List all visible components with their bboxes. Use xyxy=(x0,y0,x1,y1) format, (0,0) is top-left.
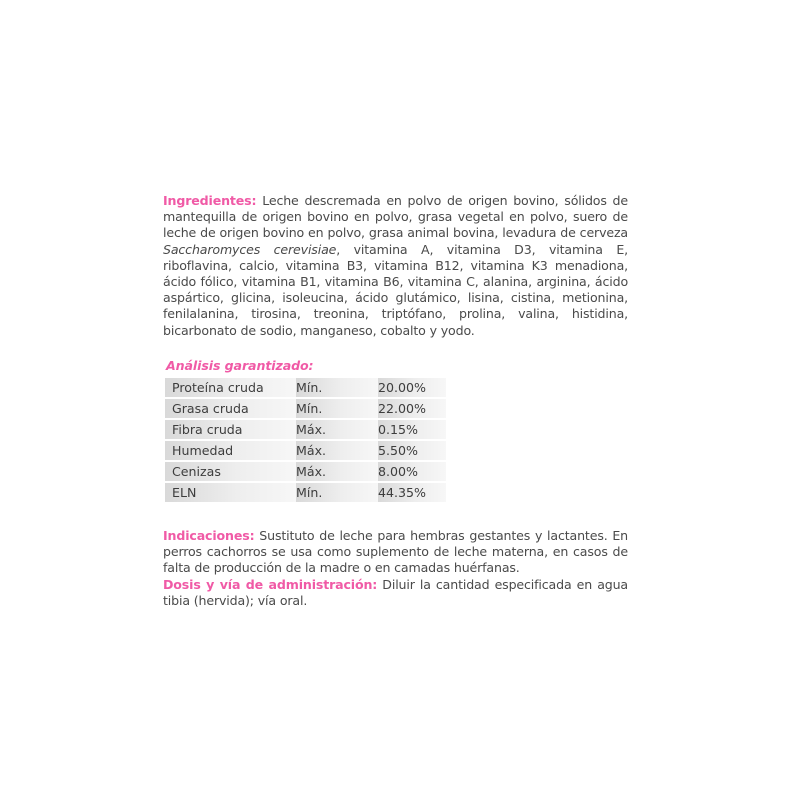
ingredients-paragraph xyxy=(163,193,628,339)
nutrient-name: Fibra cruda xyxy=(165,420,296,439)
table-row xyxy=(165,378,446,397)
nutrient-name: Cenizas xyxy=(165,462,296,481)
nutrient-qualifier: Mín. xyxy=(296,378,378,397)
analysis-title: Análisis garantizado: xyxy=(166,358,314,373)
table-row xyxy=(165,441,446,460)
nutrient-value: 5.50% xyxy=(378,441,446,460)
nutrient-value: 22.00% xyxy=(378,399,446,418)
nutrient-name: ELN xyxy=(165,483,296,502)
table-row xyxy=(165,420,446,439)
ingredients-text-part1: Leche descremada en polvo de origen bovino, sólidos de mantequilla de origen bovino en polvo, grasa vegetal en polvo, suero de leche de origen bovino en polvo, grasa animal bovina, levadura de cerveza xyxy=(163,193,628,241)
nutrient-qualifier: Máx. xyxy=(296,462,378,481)
nutrient-qualifier: Máx. xyxy=(296,441,378,460)
nutrient-value: 44.35% xyxy=(378,483,446,502)
dosage-text: Diluir la cantidad especificada en agua tibia (hervida); vía oral. xyxy=(163,577,628,609)
nutrient-value: 20.00% xyxy=(378,378,446,397)
dosage-label: Dosis y vía de administración: xyxy=(163,577,378,592)
ingredients-text-part2: , vitamina A, vitamina D3, vitamina E, riboflavina, calcio, vitamina B3, vitamina B12, vitamina K3 menadiona, ácido fólico, vitamina B1, vitamina B6, vitamina C, alanina, arginina, ácido aspártico, glicina, isoleucina, ácido glutámico, lisina, cistina, metionina, fenilalanina, tirosina, treonina, triptófano, prolina, valina, histidina, bicarbonato de sodio, manganeso, cobalto y yodo. xyxy=(163,241,628,338)
nutrient-name: Grasa cruda xyxy=(165,399,296,418)
dosage-paragraph xyxy=(163,577,628,609)
nutrient-qualifier: Mín. xyxy=(296,399,378,418)
nutrient-name: Proteína cruda xyxy=(165,378,296,397)
nutrient-value: 8.00% xyxy=(378,462,446,481)
indications-text: Sustituto de leche para hembras gestantes y lactantes. En perros cachorros se usa como suplemento de leche materna, en casos de falta de producción de la madre o en camadas huérfanas. xyxy=(163,528,628,576)
nutrient-name: Humedad xyxy=(165,441,296,460)
ingredients-scientific-name: Saccharomyces cerevisiae xyxy=(163,241,337,257)
indications-label: Indicaciones: xyxy=(163,528,255,543)
nutrient-qualifier: Máx. xyxy=(296,420,378,439)
indications-paragraph xyxy=(163,528,628,577)
nutrient-value: 0.15% xyxy=(378,420,446,439)
table-row xyxy=(165,483,446,502)
analysis-table xyxy=(165,376,446,504)
ingredients-label: Ingredientes: xyxy=(163,193,257,208)
table-row xyxy=(165,399,446,418)
nutrient-qualifier: Mín. xyxy=(296,483,378,502)
table-row xyxy=(165,462,446,481)
